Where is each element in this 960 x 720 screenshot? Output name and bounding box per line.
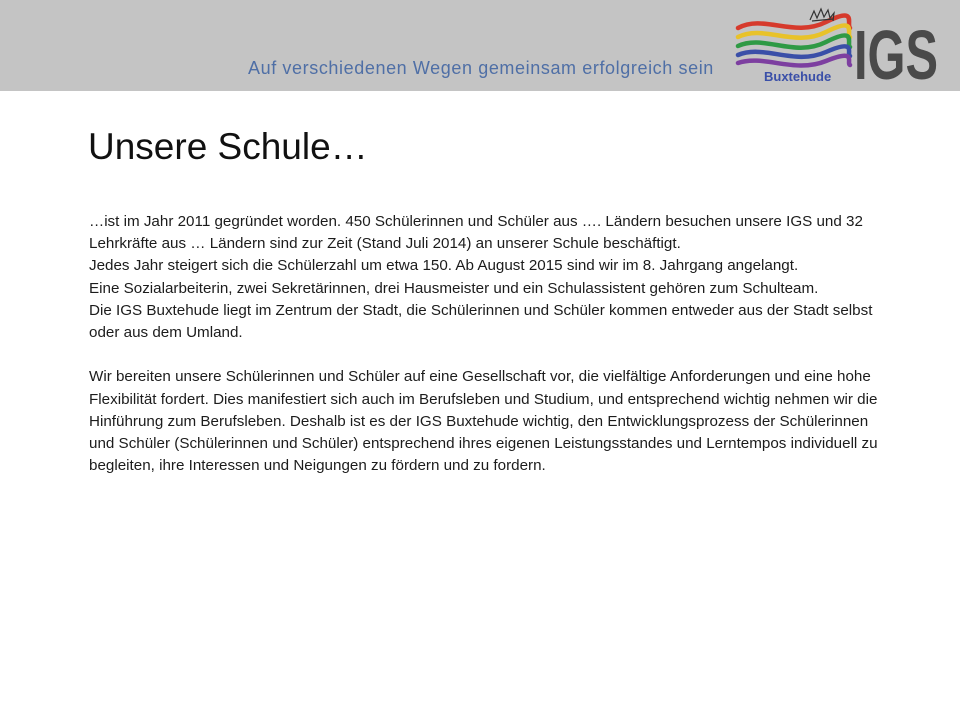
page-title: Unsere Schule…: [88, 126, 368, 167]
logo-waves: [738, 15, 850, 65]
paragraph-staff: Eine Sozialarbeiterin, zwei Sekretärinnen, drei Hausmeister und ein Schulassistent gehören zum Schulteam.: [89, 279, 819, 297]
logo-location: Buxtehude: [764, 69, 832, 84]
paragraph-growth: Jedes Jahr steigert sich die Schülerzahl um etwa 150. Ab August 2015 sind wir im 8. Jahrgang angelangt.: [89, 257, 799, 275]
paragraph-spacer: [89, 344, 879, 366]
paragraph-founding: …ist im Jahr 2011 gegründet worden. 450 Schülerinnen und Schüler aus …. Ländern besuchen unsere IGS und 32 Lehrkräfte aus … Ländern sind zur Zeit (Stand Juli 2014) an unserer Schule beschäftigt.: [89, 213, 863, 253]
crown-icon: [810, 9, 834, 21]
paragraph-mission: Wir bereiten unsere Schülerinnen und Schüler auf eine Gesellschaft vor, die vielfältige Anforderungen und eine hohe Flexibilität fordert. Dies manifestiert sich auch im Berufsleben und Studium, und entsprechend wichtig nehmen wir die Hinführung zum Berufsleben. Deshalb ist es der IGS Buxtehude wichtig, den Entwicklungsprozess der Schülerinnen und Schüler (Schülerinnen und Schüler) entsprechend ihres eigenen Leistungsstandes und Lerntempos individuell zu begleiten, ihre Interessen und Neigungen zu fördern und zu fordern.: [89, 368, 878, 475]
body-text: [89, 211, 879, 477]
paragraph-location: Die IGS Buxtehude liegt im Zentrum der Stadt, die Schülerinnen und Schüler kommen entweder aus der Stadt selbst oder aus dem Umland.: [89, 301, 873, 342]
igs-logo: [734, 4, 940, 88]
logo-wordmark: IGS: [854, 16, 938, 88]
header-tagline: Auf verschiedenen Wegen gemeinsam erfolgreich sein: [248, 58, 714, 78]
